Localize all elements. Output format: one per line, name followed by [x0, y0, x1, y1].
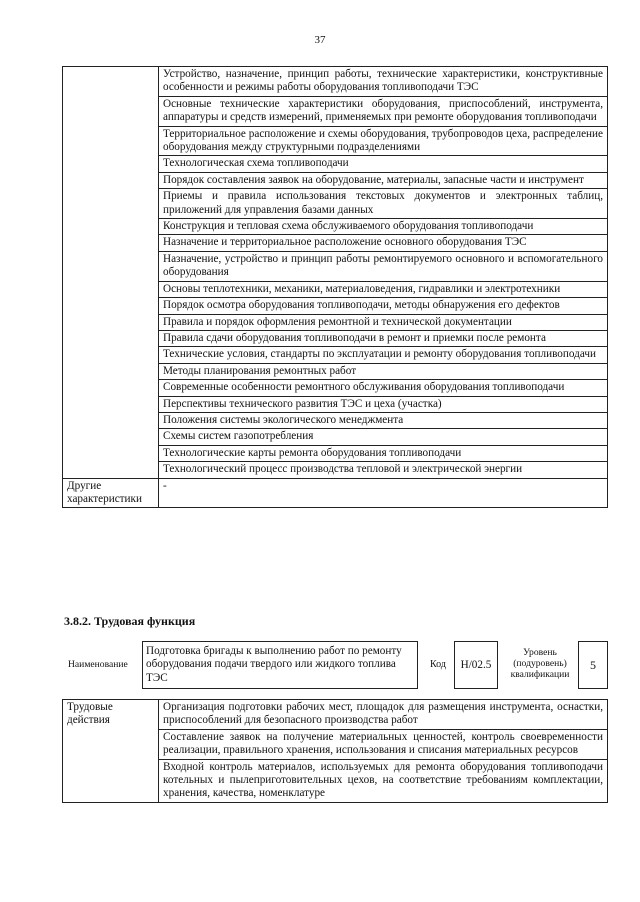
knowledge-table — [62, 66, 608, 508]
other-characteristics-row — [63, 478, 608, 508]
knowledge-item: Технологические карты ремонта оборудования топливоподачи — [159, 445, 608, 461]
knowledge-item: Методы планирования ремонтных работ — [159, 363, 608, 379]
knowledge-item: Устройство, назначение, принцип работы, технические характеристики, конструктивные особенности и режимы работы оборудования топливоподачи ТЭС — [159, 67, 608, 97]
knowledge-item: Приемы и правила использования текстовых документов и электронных таблиц, приложений для управления базами данных — [159, 189, 608, 219]
name-caption: Наименование — [68, 659, 128, 670]
knowledge-row — [63, 67, 608, 97]
other-characteristics-label: Другие характеристики — [63, 478, 159, 508]
section-heading: 3.8.2. Трудовая функция — [64, 614, 196, 628]
function-code: H/02.5 — [454, 641, 498, 689]
other-characteristics-value: - — [159, 478, 608, 508]
knowledge-item: Конструкция и тепловая схема обслуживаемого оборудования топливоподачи — [159, 219, 608, 235]
knowledge-item: Порядок составления заявок на оборудование, материалы, запасные части и инструмент — [159, 172, 608, 188]
qualification-level: 5 — [578, 641, 608, 689]
labor-action-item: Входной контроль материалов, используемых для ремонта оборудования топливоподачи котельных и пылеприготовительных цехов, на соответствие требованиям комплектации, хранения, качества, номенклатуре — [159, 759, 608, 802]
function-name: Подготовка бригады к выполнению работ по ремонту оборудования подачи твердого или жидкого топлива ТЭС — [142, 641, 418, 689]
labor-actions-label: Трудовые действия — [63, 700, 159, 803]
knowledge-item: Территориальное расположение и схемы оборудования, трубопроводов цеха, распределение оборудования между структурными подразделениями — [159, 126, 608, 156]
function-header — [62, 641, 608, 689]
level-caption: Уровень (подуровень) квалификации — [510, 647, 570, 680]
knowledge-item: Правила и порядок оформления ремонтной и технической документации — [159, 314, 608, 330]
labor-action-item: Составление заявок на получение материальных ценностей, контроль своевременности реализации, правильного хранения, использования и списания материальных ресурсов — [159, 729, 608, 759]
knowledge-item: Технологическая схема топливоподачи — [159, 156, 608, 172]
knowledge-item: Схемы систем газопотребления — [159, 429, 608, 445]
knowledge-item: Основные технические характеристики оборудования, приспособлений, инструмента, аппаратуры и средств измерений, применяемых при ремонте оборудования топливоподачи — [159, 96, 608, 126]
knowledge-label-cell — [63, 67, 159, 479]
knowledge-item: Положения системы экологического менеджмента — [159, 412, 608, 428]
knowledge-item: Назначение и территориальное расположение основного оборудования ТЭС — [159, 235, 608, 251]
code-caption: Код — [430, 659, 446, 670]
page-number: 37 — [314, 34, 326, 46]
knowledge-item: Современные особенности ремонтного обслуживания оборудования топливоподачи — [159, 380, 608, 396]
knowledge-item: Правила сдачи оборудования топливоподачи в ремонт и приемки после ремонта — [159, 330, 608, 346]
knowledge-item: Технические условия, стандарты по эксплуатации и ремонту оборудования топливоподачи — [159, 347, 608, 363]
labor-action-row — [63, 700, 608, 730]
labor-action-item: Организация подготовки рабочих мест, площадок для размещения инструмента, оснастки, приспособлений для безопасного производства работ — [159, 700, 608, 730]
knowledge-item: Порядок осмотра оборудования топливоподачи, методы обнаружения его дефектов — [159, 298, 608, 314]
knowledge-item: Перспективы технического развития ТЭС и цеха (участка) — [159, 396, 608, 412]
knowledge-item: Основы теплотехники, механики, материаловедения, гидравлики и электротехники — [159, 281, 608, 297]
knowledge-item: Назначение, устройство и принцип работы ремонтируемого основного и вспомогательного оборудования — [159, 251, 608, 281]
knowledge-item: Технологический процесс производства тепловой и электрической энергии — [159, 462, 608, 478]
labor-actions-table — [62, 699, 608, 803]
